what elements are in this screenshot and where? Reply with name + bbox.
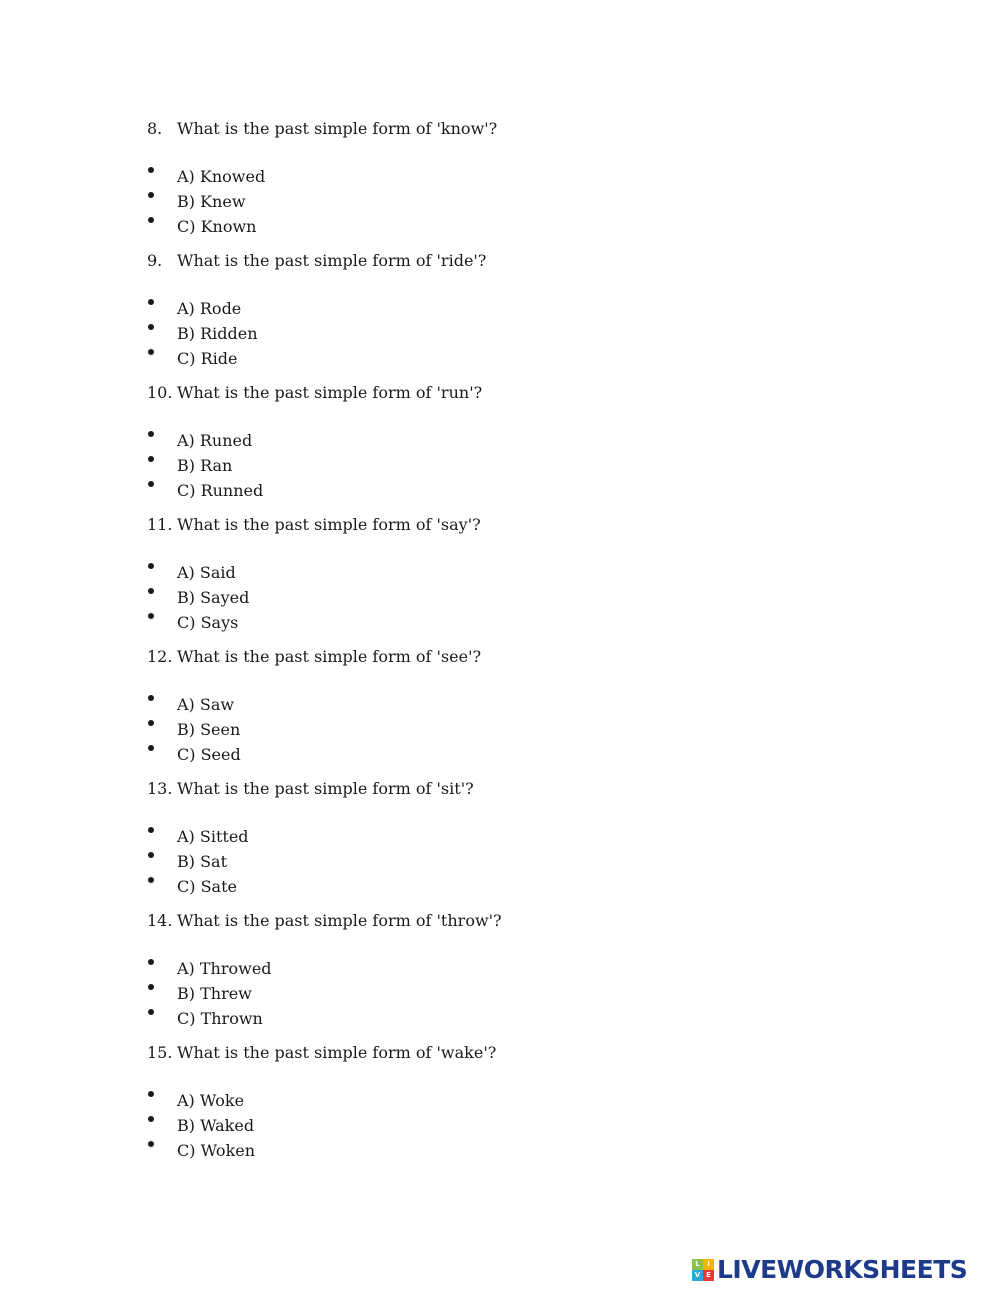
answer-option <box>147 471 847 500</box>
answer-option <box>147 578 847 607</box>
answer-option <box>147 999 847 1028</box>
question-text: What is the past simple form of 'sit'? <box>177 779 474 798</box>
question-block <box>147 908 847 1028</box>
answer-options <box>147 685 847 764</box>
answer-options <box>147 553 847 632</box>
bullet-icon <box>147 999 177 1024</box>
question-number: 12. <box>147 647 173 666</box>
bullet-icon <box>147 1106 177 1131</box>
question-number: 10. <box>147 383 173 402</box>
answer-option <box>147 867 847 896</box>
answer-option <box>147 710 847 739</box>
option-text: A) Knowed <box>177 167 266 186</box>
question <box>147 116 847 141</box>
question-number: 11. <box>147 515 173 534</box>
liveworksheets-logo-icon <box>692 1259 714 1281</box>
answer-options <box>147 289 847 368</box>
bullet-icon <box>147 446 177 471</box>
bullet-icon <box>147 553 177 578</box>
bullet-icon <box>147 157 177 182</box>
bullet-icon <box>147 603 177 628</box>
answer-option <box>147 289 847 318</box>
bullet-icon <box>147 867 177 892</box>
logo-mark-letter: V <box>692 1270 703 1281</box>
answer-option <box>147 685 847 714</box>
bullet-icon <box>147 314 177 339</box>
worksheet <box>147 116 847 1172</box>
option-text: B) Ran <box>177 456 233 475</box>
option-text: A) Said <box>177 563 236 582</box>
answer-option <box>147 157 847 186</box>
bullet-icon <box>147 949 177 974</box>
option-text: B) Seen <box>177 720 241 739</box>
bullet-icon <box>147 421 177 446</box>
question-block <box>147 776 847 896</box>
liveworksheets-logo <box>692 1255 967 1285</box>
answer-option <box>147 603 847 632</box>
question <box>147 1040 847 1065</box>
answer-option <box>147 817 847 846</box>
answer-option <box>147 553 847 582</box>
question <box>147 776 847 801</box>
bullet-icon <box>147 817 177 842</box>
bullet-icon <box>147 207 177 232</box>
option-text: A) Runed <box>177 431 253 450</box>
question-text: What is the past simple form of 'run'? <box>177 383 483 402</box>
logo-mark-letter: I <box>703 1259 714 1270</box>
option-text: A) Rode <box>177 299 242 318</box>
question-text: What is the past simple form of 'wake'? <box>177 1043 497 1062</box>
question-number: 8. <box>147 119 163 138</box>
question-number: 9. <box>147 251 163 270</box>
question-block <box>147 644 847 764</box>
option-text: A) Sitted <box>177 827 249 846</box>
option-text: B) Sat <box>177 852 228 871</box>
question <box>147 908 847 933</box>
question <box>147 644 847 669</box>
question-number: 13. <box>147 779 173 798</box>
bullet-icon <box>147 974 177 999</box>
option-text: B) Waked <box>177 1116 255 1135</box>
question-text: What is the past simple form of 'ride'? <box>177 251 487 270</box>
answer-options <box>147 817 847 896</box>
question-text: What is the past simple form of 'say'? <box>177 515 481 534</box>
question-block <box>147 512 847 632</box>
bullet-icon <box>147 289 177 314</box>
question-number: 14. <box>147 911 173 930</box>
option-text: B) Threw <box>177 984 252 1003</box>
question-block <box>147 116 847 236</box>
logo-text: LIVEWORKSHEETS <box>717 1255 968 1284</box>
option-text: B) Sayed <box>177 588 250 607</box>
answer-options <box>147 157 847 236</box>
answer-options <box>147 949 847 1028</box>
answer-option <box>147 1081 847 1110</box>
question <box>147 380 847 405</box>
bullet-icon <box>147 710 177 735</box>
option-text: C) Seed <box>177 745 241 764</box>
answer-options <box>147 1081 847 1160</box>
answer-option <box>147 421 847 450</box>
question <box>147 512 847 537</box>
answer-option <box>147 1106 847 1135</box>
bullet-icon <box>147 842 177 867</box>
option-text: C) Says <box>177 613 239 632</box>
logo-mark-letter: E <box>703 1270 714 1281</box>
question-block <box>147 248 847 368</box>
answer-option <box>147 314 847 343</box>
bullet-icon <box>147 182 177 207</box>
answer-option <box>147 842 847 871</box>
option-text: A) Saw <box>177 695 235 714</box>
option-text: C) Thrown <box>177 1009 263 1028</box>
logo-mark-letter: L <box>692 1259 703 1270</box>
question-text: What is the past simple form of 'know'? <box>177 119 498 138</box>
question-number: 15. <box>147 1043 173 1062</box>
bullet-icon <box>147 735 177 760</box>
question-block <box>147 1040 847 1160</box>
option-text: B) Knew <box>177 192 246 211</box>
question-text: What is the past simple form of 'see'? <box>177 647 482 666</box>
bullet-icon <box>147 471 177 496</box>
bullet-icon <box>147 1131 177 1156</box>
answer-option <box>147 735 847 764</box>
option-text: C) Ride <box>177 349 238 368</box>
option-text: C) Woken <box>177 1141 256 1160</box>
option-text: A) Throwed <box>177 959 272 978</box>
bullet-icon <box>147 685 177 710</box>
question-block <box>147 380 847 500</box>
option-text: C) Sate <box>177 877 237 896</box>
bullet-icon <box>147 578 177 603</box>
answer-option <box>147 949 847 978</box>
option-text: A) Woke <box>177 1091 245 1110</box>
option-text: B) Ridden <box>177 324 258 343</box>
option-text: C) Runned <box>177 481 264 500</box>
answer-options <box>147 421 847 500</box>
question-text: What is the past simple form of 'throw'? <box>177 911 502 930</box>
bullet-icon <box>147 1081 177 1106</box>
option-text: C) Known <box>177 217 257 236</box>
bullet-icon <box>147 339 177 364</box>
answer-option <box>147 207 847 236</box>
question <box>147 248 847 273</box>
